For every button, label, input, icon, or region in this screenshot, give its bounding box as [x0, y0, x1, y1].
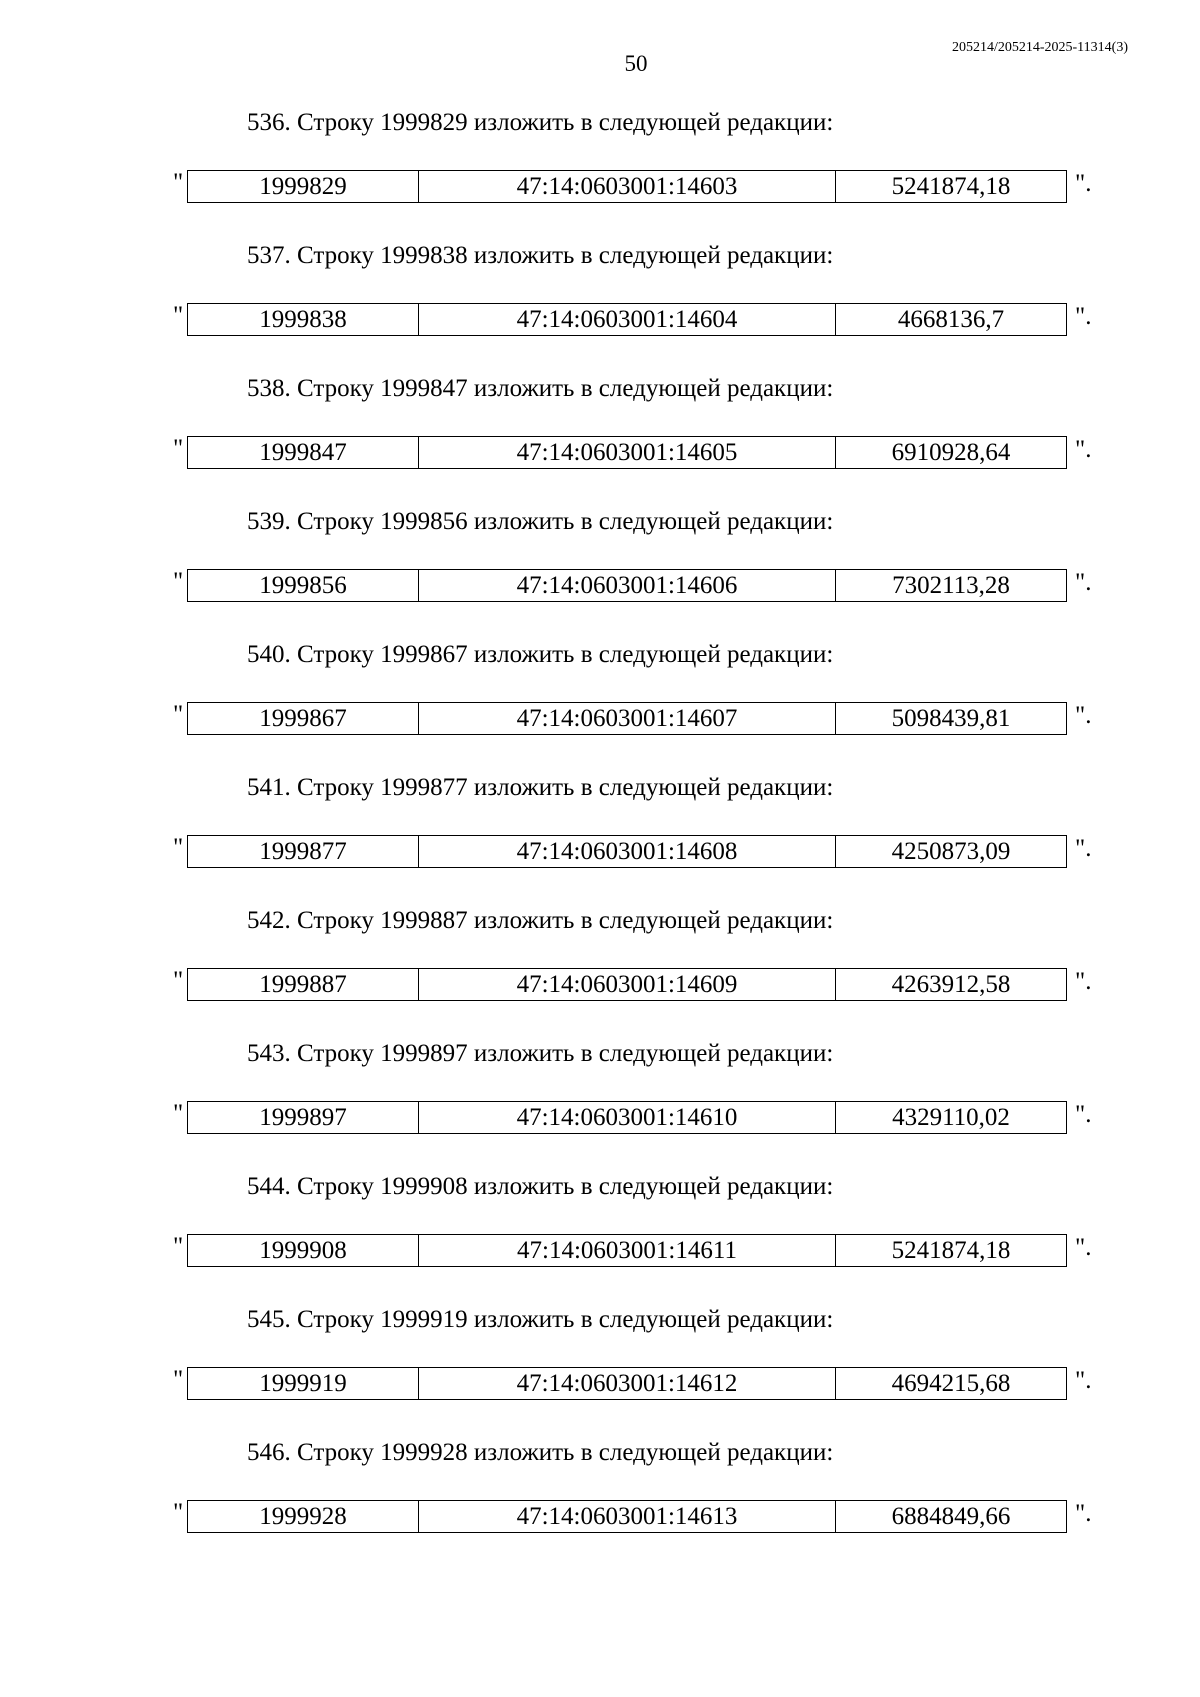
table-row — [188, 703, 1067, 735]
opening-quote: " — [173, 302, 184, 329]
amendment-instruction: 546. Строку 1999928 изложить в следующей редакции: — [247, 1439, 834, 1466]
amended-row-table — [187, 303, 1067, 336]
cadastral-value-cell: 4668136,7 — [836, 304, 1067, 336]
cadastral-number-cell: 47:14:0603001:14610 — [419, 1102, 836, 1134]
opening-quote: " — [173, 834, 184, 861]
cadastral-value-cell: 6884849,66 — [836, 1501, 1067, 1533]
opening-quote: " — [173, 169, 184, 196]
cadastral-number-cell: 47:14:0603001:14613 — [419, 1501, 836, 1533]
amendment-instruction: 537. Строку 1999838 изложить в следующей редакции: — [247, 242, 834, 269]
cadastral-number-cell: 47:14:0603001:14607 — [419, 703, 836, 735]
amended-row-table — [187, 1234, 1067, 1267]
closing-quote: ". — [1075, 1234, 1092, 1261]
page-number: 50 — [624, 51, 648, 76]
row-code-cell: 1999919 — [188, 1368, 419, 1400]
amended-row-table — [187, 436, 1067, 469]
closing-quote: ". — [1075, 1367, 1092, 1394]
amendment-entry — [0, 1305, 1200, 1438]
cadastral-number-cell: 47:14:0603001:14611 — [419, 1235, 836, 1267]
row-code-cell: 1999867 — [188, 703, 419, 735]
amended-row-table — [187, 1500, 1067, 1533]
opening-quote: " — [173, 1499, 184, 1526]
closing-quote: ". — [1075, 436, 1092, 463]
document-id: 205214/205214-2025-11314(3) — [951, 40, 1128, 55]
row-code-cell: 1999928 — [188, 1501, 419, 1533]
row-code-cell: 1999838 — [188, 304, 419, 336]
cadastral-value-cell: 7302113,28 — [836, 570, 1067, 602]
opening-quote: " — [173, 967, 184, 994]
cadastral-value-cell: 4250873,09 — [836, 836, 1067, 868]
cadastral-number-cell: 47:14:0603001:14608 — [419, 836, 836, 868]
cadastral-number-cell: 47:14:0603001:14604 — [419, 304, 836, 336]
cadastral-value-cell: 5241874,18 — [836, 171, 1067, 203]
row-code-cell: 1999887 — [188, 969, 419, 1001]
cadastral-value-cell: 5241874,18 — [836, 1235, 1067, 1267]
amended-row-table — [187, 702, 1067, 735]
cadastral-value-cell: 4263912,58 — [836, 969, 1067, 1001]
table-row — [188, 437, 1067, 469]
opening-quote: " — [173, 1366, 184, 1393]
amendment-instruction: 539. Строку 1999856 изложить в следующей редакции: — [247, 508, 834, 535]
amendment-entry — [0, 374, 1200, 507]
amendment-entry — [0, 906, 1200, 1039]
closing-quote: ". — [1075, 835, 1092, 862]
cadastral-value-cell: 4329110,02 — [836, 1102, 1067, 1134]
cadastral-number-cell: 47:14:0603001:14606 — [419, 570, 836, 602]
table-row — [188, 1102, 1067, 1134]
amendment-instruction: 543. Строку 1999897 изложить в следующей редакции: — [247, 1040, 834, 1067]
table-row — [188, 1235, 1067, 1267]
closing-quote: ". — [1075, 968, 1092, 995]
amendment-instruction: 542. Строку 1999887 изложить в следующей редакции: — [247, 907, 834, 934]
opening-quote: " — [173, 1233, 184, 1260]
cadastral-value-cell: 4694215,68 — [836, 1368, 1067, 1400]
amendment-instruction: 538. Строку 1999847 изложить в следующей редакции: — [247, 375, 834, 402]
amended-row-table — [187, 569, 1067, 602]
opening-quote: " — [173, 568, 184, 595]
amendment-entry — [0, 773, 1200, 906]
row-code-cell: 1999847 — [188, 437, 419, 469]
amendment-entry — [0, 1039, 1200, 1172]
amended-row-table — [187, 1101, 1067, 1134]
closing-quote: ". — [1075, 303, 1092, 330]
amendment-instruction: 541. Строку 1999877 изложить в следующей редакции: — [247, 774, 834, 801]
amendment-entry — [0, 1438, 1200, 1571]
amendment-instruction: 540. Строку 1999867 изложить в следующей редакции: — [247, 641, 834, 668]
opening-quote: " — [173, 1100, 184, 1127]
cadastral-value-cell: 6910928,64 — [836, 437, 1067, 469]
cadastral-number-cell: 47:14:0603001:14612 — [419, 1368, 836, 1400]
table-row — [188, 1368, 1067, 1400]
opening-quote: " — [173, 435, 184, 462]
row-code-cell: 1999897 — [188, 1102, 419, 1134]
table-row — [188, 570, 1067, 602]
amendment-entry — [0, 108, 1200, 241]
table-row — [188, 836, 1067, 868]
amendment-instruction: 544. Строку 1999908 изложить в следующей редакции: — [247, 1173, 834, 1200]
row-code-cell: 1999908 — [188, 1235, 419, 1267]
row-code-cell: 1999829 — [188, 171, 419, 203]
table-row — [188, 171, 1067, 203]
closing-quote: ". — [1075, 1101, 1092, 1128]
amendment-entry — [0, 1172, 1200, 1305]
amended-row-table — [187, 968, 1067, 1001]
table-row — [188, 1501, 1067, 1533]
opening-quote: " — [173, 701, 184, 728]
closing-quote: ". — [1075, 170, 1092, 197]
amendment-instruction: 536. Строку 1999829 изложить в следующей редакции: — [247, 109, 834, 136]
cadastral-number-cell: 47:14:0603001:14609 — [419, 969, 836, 1001]
amendment-instruction: 545. Строку 1999919 изложить в следующей редакции: — [247, 1306, 834, 1333]
cadastral-number-cell: 47:14:0603001:14603 — [419, 171, 836, 203]
closing-quote: ". — [1075, 702, 1092, 729]
closing-quote: ". — [1075, 569, 1092, 596]
amended-row-table — [187, 1367, 1067, 1400]
cadastral-number-cell: 47:14:0603001:14605 — [419, 437, 836, 469]
amendment-entry — [0, 241, 1200, 374]
row-code-cell: 1999856 — [188, 570, 419, 602]
cadastral-value-cell: 5098439,81 — [836, 703, 1067, 735]
amended-row-table — [187, 170, 1067, 203]
table-row — [188, 969, 1067, 1001]
amendment-entry — [0, 640, 1200, 773]
table-row — [188, 304, 1067, 336]
amended-row-table — [187, 835, 1067, 868]
amendment-entry — [0, 507, 1200, 640]
row-code-cell: 1999877 — [188, 836, 419, 868]
closing-quote: ". — [1075, 1500, 1092, 1527]
